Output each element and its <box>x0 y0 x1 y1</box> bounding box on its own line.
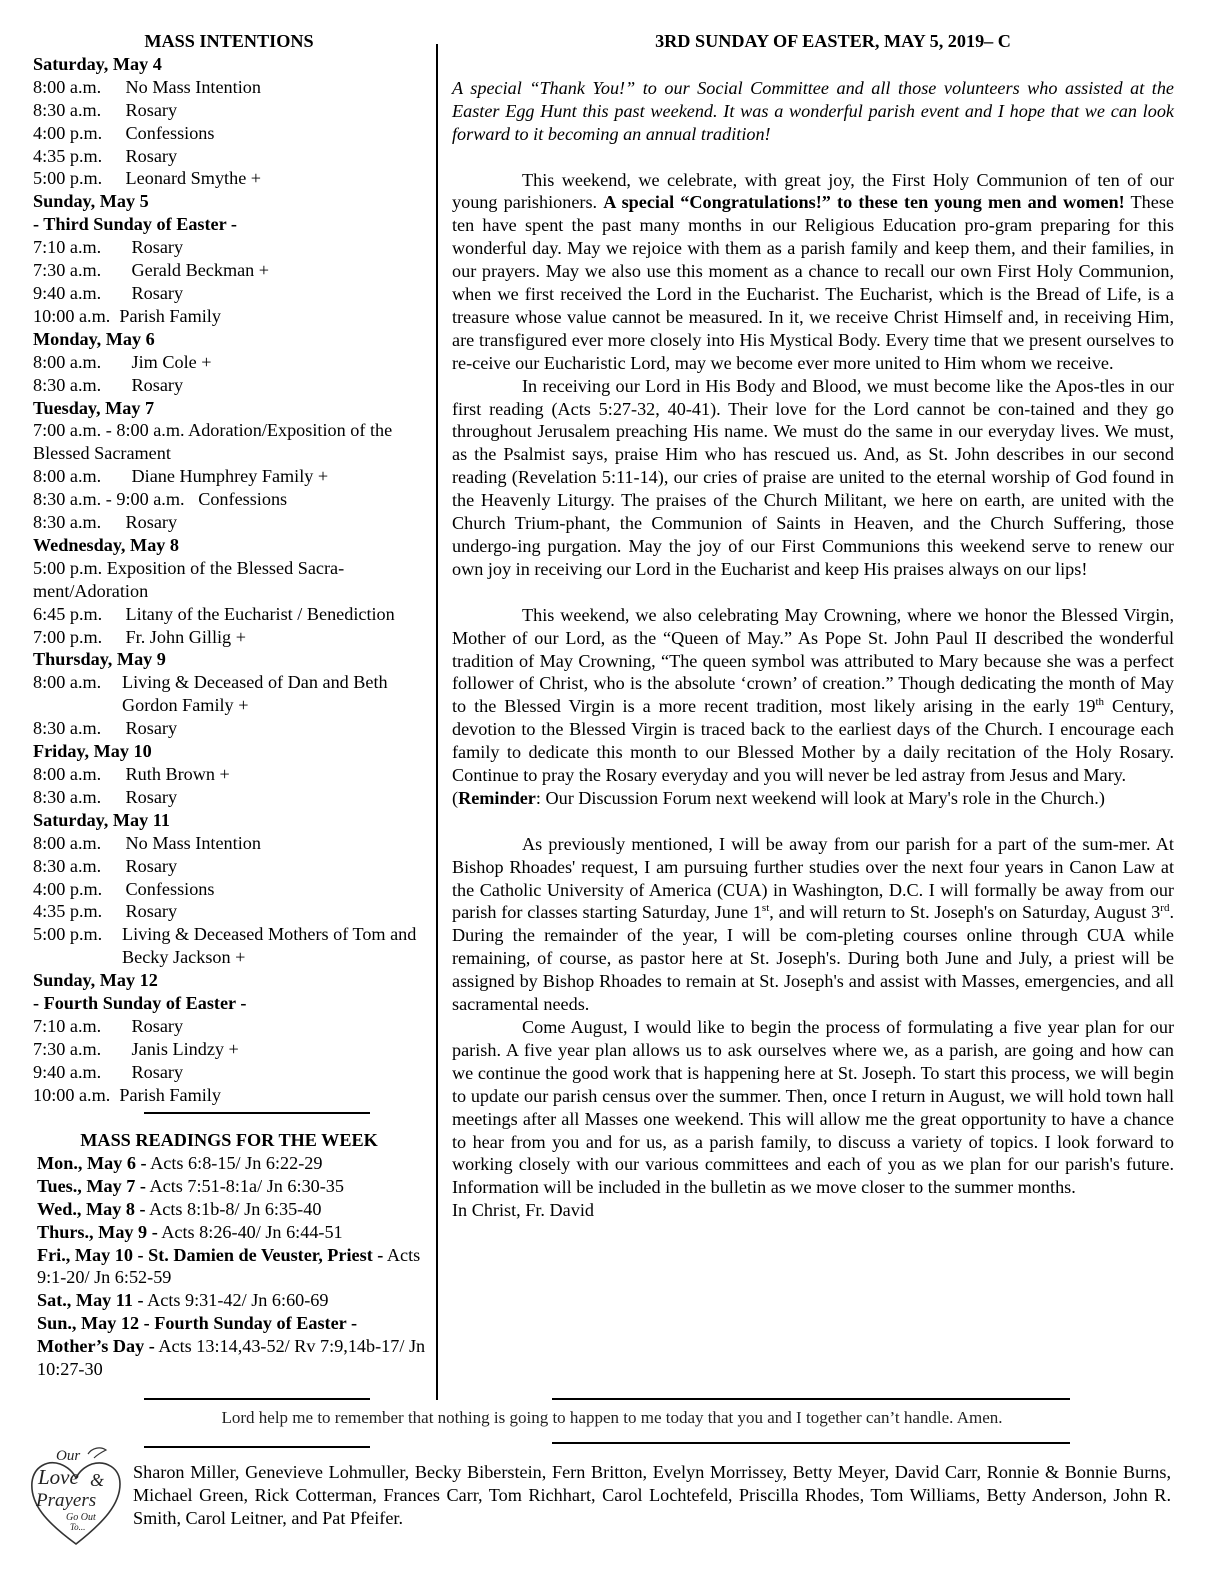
reminder-note: (Reminder: Our Discussion Forum next weekend will look at Mary's role in the Church.) <box>452 787 1105 808</box>
reading-item: Tues., May 7 - Acts 7:51-8:1a/ Jn 6:30-35 <box>37 1175 344 1196</box>
svg-text:Go Out: Go Out <box>66 1512 96 1523</box>
readings-title: MASS READINGS FOR THE WEEK <box>80 1130 378 1150</box>
mass-readings <box>37 1129 429 1381</box>
day-heading: Wednesday, May 8 <box>33 534 180 555</box>
intention-row: 8:00 a.m. Living & Deceased of Dan and Beth Gordon Family + <box>33 672 388 716</box>
thank-you-note: A special “Thank You!” to our Social Committee and all those volunteers who assisted at the Easter Egg Hunt this past weekend. It was a wonderful parish event and I hope that we can look forward to it becoming an annual tradition! <box>452 77 1174 144</box>
mass-intentions <box>33 30 425 1107</box>
footer-divider <box>144 1398 370 1400</box>
closing-prayer: Lord help me to remember that nothing is going to happen to me today that you and I together can’t handle. Amen. <box>221 1408 1003 1427</box>
day-heading: Tuesday, May 7 <box>33 397 155 418</box>
feast-subtitle: - Fourth Sunday of Easter - <box>33 993 247 1014</box>
section-divider <box>144 1112 370 1114</box>
reading-item: Wed., May 8 - Acts 8:1b-8/ Jn 6:35-40 <box>37 1198 322 1219</box>
intention-row: 4:35 p.m. Rosary <box>33 901 178 922</box>
letter-paragraph: In receiving our Lord in His Body and Blood, we must become like the Apos-tles in our first reading (Acts 5:27-32, 40-41). Their love for the Lord cannot be con-tained and they go throughout Jerusalem preaching His name. We must do the same in our everyday lives. We must, as the Psalmist says, praise Him who has rescued us. And, as St. John describes in our second reading (Revelation 5:11-14), our cries of praise are united to the eternal worship of God found in the Heavenly Liturgy. The praises of the Church Militant, we here on earth, are united with the Church Trium-phant, the Communion of Saints in Heaven, and the Church Suffering, those undergo-ing purgation. May the joy of our First Communions this weekend serve to renew our own joy in receiving our Lord in the Eucharist and keep His praises always on our lips! <box>452 375 1174 579</box>
letter-paragraph: This weekend, we celebrate, with great joy, the First Holy Communion of ten of our young parishioners. A special “Congratulations!” to these ten young men and women! These ten have spent the past many months in our Religious Education pro-gram preparing for this wonderful day. May we rejoice with them as a parish family and keep them, and their families, in our prayers. May we also use this moment as a chance to recall our own First Holy Communion, when we first received the Lord in the Eucharist. The Eucharist, which is the Bread of Life, is a treasure whose value cannot be measured. In it, we receive Christ Himself and, in receiving Him, are transfigured ever more closely into His Mystical Body. Every time that we present ourselves to re-ceive our Eucharistic Lord, may we become ever more united to Him whom we receive. <box>452 169 1174 373</box>
intention-row: 7:30 a.m. Gerald Beckman + <box>33 260 270 281</box>
intention-row: 4:00 p.m. Confessions <box>33 878 215 899</box>
reading-item: Sat., May 11 - Acts 9:31-42/ Jn 6:60-69 <box>37 1290 329 1311</box>
footer-divider <box>552 1398 1070 1400</box>
intention-row: 7:10 a.m. Rosary <box>33 237 184 258</box>
prayer-list: Sharon Miller, Genevieve Lohmuller, Becky Biberstein, Fern Britton, Evelyn Morrissey, Betty Meyer, David Carr, Ronnie & Bonnie Burns, Michael Green, Rick Cotterman, Frances Carr, Tom Richhart, Carol Lochtefeld, Priscilla Rhodes, Tom Williams, Betty Anderson, John R. Smith, Carol Leitner, and Pat Pfeifer. <box>133 1462 1171 1528</box>
intention-row: 8:30 a.m. Rosary <box>33 786 178 807</box>
intention-row: 8:30 a.m. Rosary <box>33 512 178 533</box>
footer-divider <box>552 1442 1070 1444</box>
day-heading: Sunday, May 12 <box>33 970 158 991</box>
letter-paragraph: Come August, I would like to begin the process of formulating a five year plan for our parish. A five year plan allows us to ask ourselves where we, as a parish, are going and how can we continue the good work that is happening here at St. Joseph. To start this process, we will begin to update our parish census over the summer. Then, once I return in August, we will hold town hall meetings after all Masses one weekend. This will allow me the great opportunity to have a chance to hear from you and for us, as a parish family, to discuss a variety of topics. I look forward to working closely with our various committees and each of you as we plan for our parish's future. Information will be included in the bulletin as we move closer to the summer months. <box>452 1017 1174 1198</box>
reading-item: Sun., May 12 - Fourth Sunday of Easter - Mother’s Day - Acts 13:14,43-52/ Rv 7:9,14b-17/ Jn 10:27-30 <box>37 1313 426 1380</box>
footer-divider <box>144 1446 370 1448</box>
intention-row: 8:30 a.m. - 9:00 a.m. Confessions <box>33 489 288 510</box>
letter-paragraph: This weekend, we also celebrating May Crowning, where we honor the Blessed Virgin, Mother of our Lord, as the “Queen of May.” As Pope St. John Paul II described the wonderful tradition of May Crowning, “The queen symbol was attributed to Mary because she was a perfect follower of Christ, who is the absolute ‘crown’ of creation.” Though dedicating the month of May to the Blessed Virgin is a more recent tradition, most likely arising in the early 19th Century, devotion to the Blessed Virgin is traced back to the earliest days of the Church. I encourage each family to dedicate this month to our Blessed Mother by a daily recitation of the Holy Rosary. Continue to pray the Rosary everyday and you will never be led astray from Jesus and Mary. <box>452 604 1174 786</box>
column-rule <box>436 44 438 1400</box>
intention-row: 5:00 p.m. Leonard Smythe + <box>33 168 262 189</box>
day-heading: Friday, May 10 <box>33 741 152 762</box>
svg-text:Prayers: Prayers <box>36 1490 97 1511</box>
letter-paragraph: As previously mentioned, I will be away from our parish for a part of the sum-mer. At Bishop Rhoades' request, I am pursuing further studies over the next four years in Canon Law at the Catholic University of America (CUA) in Washington, D.C. I will formally be away from our parish for classes starting Saturday, June 1st, and will return to St. Joseph's on Saturday, August 3rd. During the remainder of the year, I will be com-pleting courses online through CUA while remaining, of course, as pastor here at St. Joseph's. During both June and July, a priest will be assigned by Bishop Rhoades to remain at St. Joseph's and assist with Masses, emergencies, and all sacramental needs. <box>452 833 1174 1015</box>
day-heading: Saturday, May 4 <box>33 53 162 74</box>
pastor-letter <box>452 30 1174 1222</box>
mass-intentions-title: MASS INTENTIONS <box>144 31 314 51</box>
intention-row: 5:00 p.m. Exposition of the Blessed Sacra-ment/Adoration <box>33 557 345 601</box>
day-heading: Thursday, May 9 <box>33 649 166 670</box>
day-heading: Monday, May 6 <box>33 328 155 349</box>
love-prayers-logo <box>26 1440 126 1548</box>
intention-row: 8:30 a.m. Rosary <box>33 99 178 120</box>
intention-row: 10:00 a.m. Parish Family <box>33 305 221 326</box>
reading-item: Mon., May 6 - Acts 6:8-15/ Jn 6:22-29 <box>37 1152 323 1173</box>
intention-row: 7:00 p.m. Fr. John Gillig + <box>33 626 246 647</box>
intention-row: 9:40 a.m. Rosary <box>33 282 184 303</box>
reading-item: Thurs., May 9 - Acts 8:26-40/ Jn 6:44-51 <box>37 1221 343 1242</box>
reading-item: Fri., May 10 - St. Damien de Veuster, Priest - Acts 9:1-20/ Jn 6:52-59 <box>37 1244 421 1288</box>
day-heading: Sunday, May 5 <box>33 191 149 212</box>
feast-subtitle: - Third Sunday of Easter - <box>33 214 237 235</box>
intention-row: 8:30 a.m. Rosary <box>33 718 178 739</box>
intention-row: 7:10 a.m. Rosary <box>33 1015 184 1036</box>
intention-row: 8:00 a.m. No Mass Intention <box>33 76 261 97</box>
intention-row: 8:00 a.m. Diane Humphrey Family + <box>33 466 329 487</box>
intention-row: 10:00 a.m. Parish Family <box>33 1084 221 1105</box>
intention-row: 4:35 p.m. Rosary <box>33 145 178 166</box>
intention-row: 7:00 a.m. - 8:00 a.m. Adoration/Exposition of the Blessed Sacrament <box>33 420 393 464</box>
intention-row: 5:00 p.m. Living & Deceased Mothers of Tom and Becky Jackson + <box>33 924 417 968</box>
intention-row: 9:40 a.m. Rosary <box>33 1061 184 1082</box>
svg-text:&: & <box>90 1470 105 1490</box>
intention-row: 6:45 p.m. Litany of the Eucharist / Benediction <box>33 603 395 624</box>
letter-heading: 3RD SUNDAY OF EASTER, MAY 5, 2019– C <box>655 31 1011 51</box>
intention-row: 7:30 a.m. Janis Lindzy + <box>33 1038 239 1059</box>
intention-row: 8:30 a.m. Rosary <box>33 374 184 395</box>
intention-row: 8:30 a.m. Rosary <box>33 855 178 876</box>
day-heading: Saturday, May 11 <box>33 809 170 830</box>
svg-text:Our: Our <box>56 1448 81 1464</box>
intention-row: 8:00 a.m. Ruth Brown + <box>33 764 230 784</box>
intention-row: 4:00 p.m. Confessions <box>33 122 215 143</box>
svg-text:Love: Love <box>38 1465 79 1489</box>
svg-text:To...: To... <box>70 1522 86 1532</box>
signoff: In Christ, Fr. David <box>452 1200 594 1221</box>
intention-row: 8:00 a.m. No Mass Intention <box>33 832 261 853</box>
intention-row: 8:00 a.m. Jim Cole + <box>33 351 212 372</box>
